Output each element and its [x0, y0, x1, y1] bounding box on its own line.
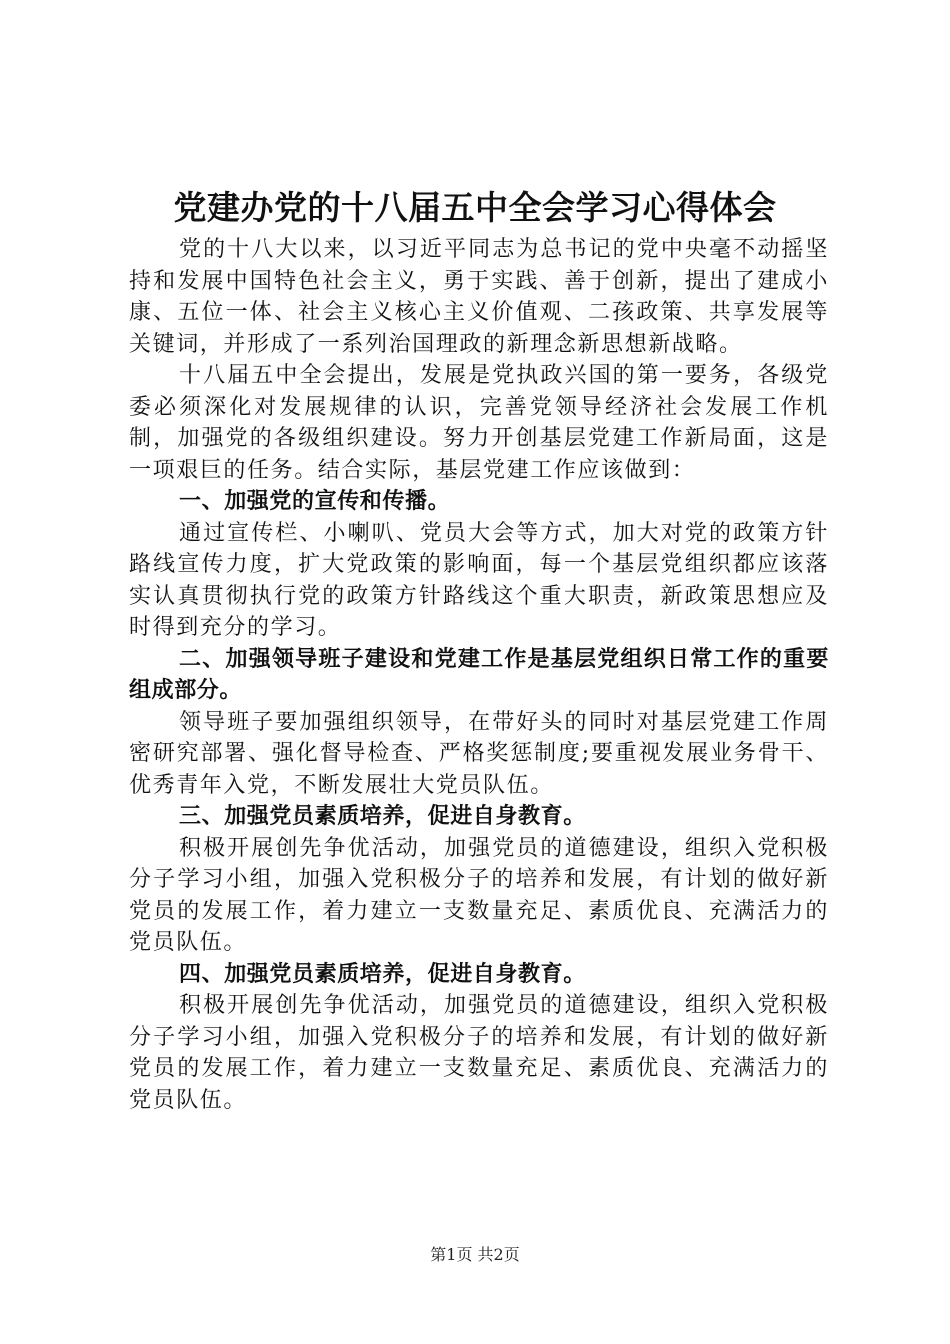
document-body: [129, 234, 829, 1116]
body-paragraph: 积极开展创先争优活动，加强党员的道德建设，组织入党积极分子学习小组，加强入党积极分子的培养和发展，有计划的做好新党员的发展工作，着力建立一支数量充足、素质优良、充满活力的党员队伍。: [129, 835, 829, 955]
body-paragraph: 十八届五中全会提出，发展是党执政兴国的第一要务，各级党委必须深化对发展规律的认识，完善党领导经济社会发展工作机制，加强党的各级组织建设。努力开创基层党建工作新局面，这是一项艰巨的任务。结合实际，基层党建工作应该做到：: [129, 363, 829, 483]
body-paragraph: 通过宣传栏、小喇叭、党员大会等方式，加大对党的政策方针路线宣传力度，扩大党政策的影响面，每一个基层党组织都应该落实认真贯彻执行党的政策方针路线这个重大职责，新政策思想应及时得到充分的学习。: [129, 520, 829, 640]
body-paragraph: 积极开展创先争优活动，加强党员的道德建设，组织入党积极分子学习小组，加强入党积极分子的培养和发展，有计划的做好新党员的发展工作，着力建立一支数量充足、素质优良、充满活力的党员队伍。: [129, 993, 829, 1113]
page-number-footer: 第1页 共2页: [430, 1245, 520, 1264]
document-title: 党建办党的十八届五中全会学习心得体会: [173, 188, 777, 227]
section-heading: 四、加强党员素质培养，促进自身教育。: [179, 961, 586, 987]
section-heading: 三、加强党员素质培养，促进自身教育。: [179, 804, 586, 829]
body-paragraph: 党的十八大以来，以习近平同志为总书记的党中央毫不动摇坚持和发展中国特色社会主义，勇于实践、善于创新，提出了建成小康、五位一体、社会主义核心主义价值观、二孩政策、共享发展等关键词，并形成了一系列治国理政的新理念新思想新战略。: [129, 237, 829, 357]
body-paragraph: 领导班子要加强组织领导，在带好头的同时对基层党建工作周密研究部署、强化督导检查、严格奖惩制度;要重视发展业务骨干、优秀青年入党，不断发展壮大党员队伍。: [129, 709, 829, 798]
section-heading: 二、加强领导班子建设和党建工作是基层党组织日常工作的重要组成部分。: [129, 646, 829, 703]
section-heading: 一、加强党的宣传和传播。: [179, 489, 451, 514]
